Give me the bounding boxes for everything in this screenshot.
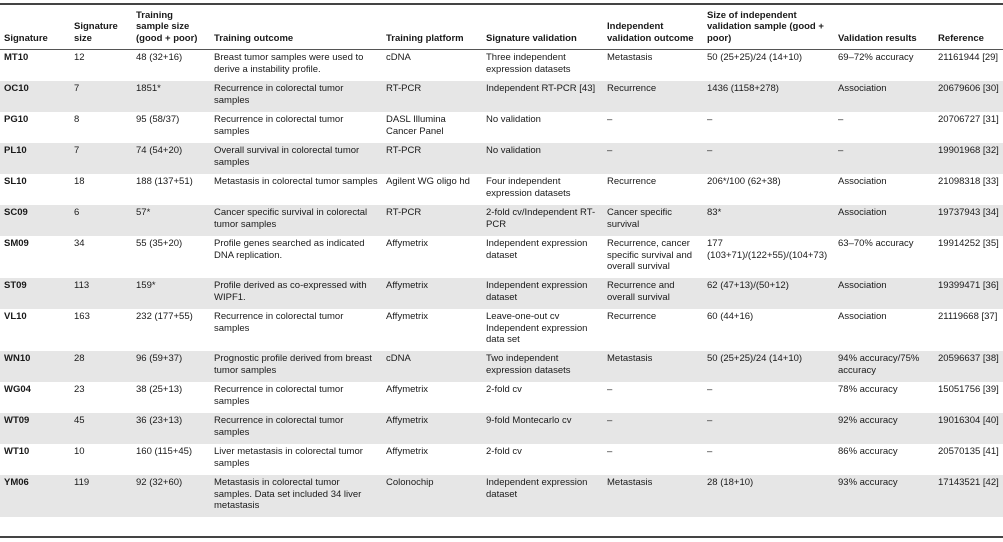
- header-cell: Training platform: [382, 6, 482, 50]
- table-cell: 20706727 [31]: [938, 114, 999, 125]
- table-cell: –: [603, 143, 703, 174]
- table-cell: cDNA: [386, 52, 411, 63]
- table-cell: 57*: [132, 205, 210, 236]
- table-cell: 19737943 [34]: [934, 205, 1003, 236]
- table-cell: –: [707, 114, 713, 125]
- table-cell: DASL Illumina Cancer Panel: [386, 114, 446, 137]
- table-cell: –: [607, 384, 613, 395]
- table-cell: Profile genes searched as indicated DNA replication.: [214, 238, 365, 261]
- table-cell: 1851*: [132, 81, 210, 112]
- table-cell: Independent RT-PCR [43]: [482, 81, 603, 112]
- signature-cell: OC10: [0, 81, 70, 112]
- table-cell: 7: [70, 81, 132, 112]
- table-cell: Association: [834, 205, 934, 236]
- table-cell: 2-fold cv/Independent RT-PCR: [482, 205, 603, 236]
- table-cell: –: [607, 114, 613, 125]
- table-cell: 10: [74, 446, 85, 457]
- table-row: [0, 205, 1003, 236]
- table-row: [0, 112, 1003, 143]
- table-cell: 19901968 [32]: [934, 143, 1003, 174]
- table-cell: Independent expression dataset: [486, 238, 588, 261]
- table-cell: Recurrence: [607, 176, 657, 187]
- table-cell: Affymetrix: [386, 238, 429, 249]
- table-cell: Recurrence in colorectal tumor samples: [214, 311, 344, 334]
- table-cell: 92% accuracy: [834, 413, 934, 444]
- table-cell: –: [703, 413, 834, 444]
- table-cell: 36 (23+13): [132, 413, 210, 444]
- table-cell: 21161944 [29]: [938, 52, 999, 63]
- table-cell: Recurrence: [603, 81, 703, 112]
- signature-cell: PL10: [0, 143, 70, 174]
- table-cell: Affymetrix: [382, 413, 482, 444]
- table-cell: 12: [74, 52, 85, 63]
- table-cell: Metastasis: [607, 52, 653, 63]
- signature-cell: SM09: [4, 238, 29, 249]
- table-cell: 119: [70, 475, 132, 517]
- table-cell: Three independent expression datasets: [486, 52, 571, 75]
- table-cell: 86% accuracy: [838, 446, 898, 457]
- bottom-rule: [0, 536, 1003, 538]
- table-cell: 188 (137+51): [136, 176, 193, 187]
- table-cell: Liver metastasis in colorectal tumor samples: [214, 446, 363, 469]
- table-cell: Prognostic profile derived from breast tumor samples: [210, 351, 382, 382]
- table-cell: 113: [70, 278, 132, 309]
- table-cell: 50 (25+25)/24 (14+10): [703, 351, 834, 382]
- table-row: [0, 475, 1003, 517]
- table-cell: Independent expression dataset: [482, 475, 603, 517]
- table-cell: RT-PCR: [382, 143, 482, 174]
- table-cell: 19016304 [40]: [934, 413, 1003, 444]
- table-cell: Metastasis: [603, 475, 703, 517]
- table-cell: 50 (25+25)/24 (14+10): [707, 52, 803, 63]
- table-cell: Affymetrix: [386, 311, 429, 322]
- table-cell: Leave-one-out cv Independent expression data set: [486, 311, 588, 345]
- signature-cell: SC09: [0, 205, 70, 236]
- table-cell: 74 (54+20): [132, 143, 210, 174]
- table-cell: 20570135 [41]: [938, 446, 999, 457]
- table-cell: 206*/100 (62+38): [707, 176, 781, 187]
- table-cell: 28: [70, 351, 132, 382]
- table-cell: Metastasis: [603, 351, 703, 382]
- table-cell: 63–70% accuracy: [838, 238, 914, 249]
- table-cell: 69–72% accuracy: [838, 52, 914, 63]
- table-cell: Two independent expression datasets: [482, 351, 603, 382]
- header-cell: Reference: [934, 6, 1003, 50]
- signature-cell: WT10: [4, 446, 30, 457]
- table-cell: 19914252 [35]: [938, 238, 999, 249]
- table-cell: 28 (18+10): [703, 475, 834, 517]
- table-row: [0, 444, 1003, 475]
- signature-cell: PG10: [4, 114, 29, 125]
- table-cell: 94% accuracy/75% accuracy: [834, 351, 934, 382]
- table-row: [0, 278, 1003, 309]
- table-cell: 21119668 [37]: [938, 311, 998, 322]
- table-row: [0, 351, 1003, 382]
- header-cell: Signature size: [70, 6, 132, 50]
- table-cell: 8: [74, 114, 80, 125]
- table-cell: 6: [70, 205, 132, 236]
- table-cell: 21098318 [33]: [938, 176, 999, 187]
- table-cell: 20596637 [38]: [934, 351, 1003, 382]
- table-cell: 15051756 [39]: [938, 384, 999, 395]
- signature-cell: VL10: [4, 311, 27, 322]
- table-cell: cDNA: [382, 351, 482, 382]
- table-cell: 2-fold cv: [486, 384, 522, 395]
- table-cell: RT-PCR: [382, 205, 482, 236]
- table-cell: Recurrence in colorectal tumor samples: [214, 114, 344, 137]
- table-cell: 7: [70, 143, 132, 174]
- table-cell: Independent expression dataset: [482, 278, 603, 309]
- table-cell: 159*: [132, 278, 210, 309]
- table-cell: 92 (32+60): [132, 475, 210, 517]
- signature-cell: SL10: [4, 176, 27, 187]
- table-cell: Recurrence, cancer specific survival and overall survival: [607, 238, 693, 272]
- header-cell: Validation results: [834, 6, 934, 50]
- header-cell: Independent validation outcome: [603, 6, 703, 50]
- signature-cell: YM06: [0, 475, 70, 517]
- table-cell: 160 (115+45): [136, 446, 193, 457]
- table-cell: 93% accuracy: [834, 475, 934, 517]
- table-cell: Four independent expression datasets: [486, 176, 571, 199]
- header-cell: Signature validation: [482, 6, 603, 50]
- table-cell: 177 (103+71)/(122+55)/(104+73): [707, 238, 828, 261]
- table-cell: 2-fold cv: [486, 446, 522, 457]
- table-cell: 45: [70, 413, 132, 444]
- table-cell: –: [607, 446, 613, 457]
- table-cell: Recurrence and overall survival: [603, 278, 703, 309]
- signature-table: [0, 6, 1003, 517]
- signature-cell: MT10: [4, 52, 29, 63]
- header-row: [0, 6, 1003, 50]
- table-cell: Breast tumor samples were used to derive a instability profile.: [214, 52, 364, 75]
- table-cell: Association: [838, 176, 887, 187]
- table-row: [0, 413, 1003, 444]
- table-row: [0, 174, 1003, 205]
- table-cell: Metastasis in colorectal tumor samples: [214, 176, 378, 187]
- table-cell: Association: [838, 311, 887, 322]
- table-cell: 17143521 [42]: [934, 475, 1003, 517]
- table-cell: 55 (35+20): [136, 238, 183, 249]
- table-cell: Overall survival in colorectal tumor samples: [210, 143, 382, 174]
- table-cell: RT-PCR: [382, 81, 482, 112]
- table-cell: Affymetrix: [386, 446, 429, 457]
- table-cell: 83*: [703, 205, 834, 236]
- table-cell: 18: [74, 176, 85, 187]
- table-row: [0, 236, 1003, 278]
- table-cell: Recurrence in colorectal tumor samples: [214, 384, 344, 407]
- table-cell: 60 (44+16): [707, 311, 754, 322]
- table-cell: 48 (32+16): [136, 52, 183, 63]
- table-cell: Recurrence in colorectal tumor samples: [210, 81, 382, 112]
- table-cell: 163: [74, 311, 90, 322]
- table-cell: 23: [74, 384, 85, 395]
- table-row: [0, 50, 1003, 82]
- top-rule: [0, 3, 1003, 5]
- header-cell: Size of independent validation sample (good + poor): [703, 6, 834, 50]
- table-cell: 9-fold Montecarlo cv: [482, 413, 603, 444]
- table-row: [0, 81, 1003, 112]
- table-cell: –: [834, 143, 934, 174]
- table-cell: 96 (59+37): [132, 351, 210, 382]
- header-cell: Signature: [0, 6, 70, 50]
- table-cell: Recurrence in colorectal tumor samples: [210, 413, 382, 444]
- table-cell: 34: [74, 238, 85, 249]
- table-cell: Affymetrix: [386, 384, 429, 395]
- header-cell: Training outcome: [210, 6, 382, 50]
- header-cell: Training sample size (good + poor): [132, 6, 210, 50]
- table-cell: 95 (58/37): [136, 114, 180, 125]
- table-cell: 1436 (1158+278): [703, 81, 834, 112]
- table-cell: –: [603, 413, 703, 444]
- table-cell: Colonochip: [382, 475, 482, 517]
- table-cell: 78% accuracy: [838, 384, 898, 395]
- table-cell: Metastasis in colorectal tumor samples. Data set included 34 liver metastasis: [210, 475, 382, 517]
- table-cell: 62 (47+13)/(50+12): [703, 278, 834, 309]
- signature-cell: WT09: [0, 413, 70, 444]
- table-cell: 38 (25+13): [136, 384, 183, 395]
- table-cell: 232 (177+55): [136, 311, 193, 322]
- table-cell: Association: [834, 278, 934, 309]
- table-cell: 20679606 [30]: [934, 81, 1003, 112]
- table-cell: 19399471 [36]: [934, 278, 1003, 309]
- signature-cell: ST09: [0, 278, 70, 309]
- table-cell: Agilent WG oligo hd: [386, 176, 470, 187]
- signature-cell: WG04: [4, 384, 31, 395]
- table-row: [0, 309, 1003, 351]
- table-cell: –: [707, 384, 713, 395]
- table-cell: –: [838, 114, 844, 125]
- table-cell: No validation: [482, 143, 603, 174]
- table-cell: –: [703, 143, 834, 174]
- table-cell: Cancer specific survival in colorectal tumor samples: [210, 205, 382, 236]
- table-cell: Recurrence: [607, 311, 657, 322]
- table-cell: Affymetrix: [382, 278, 482, 309]
- table-cell: Association: [834, 81, 934, 112]
- table-cell: –: [707, 446, 713, 457]
- table-cell: Cancer specific survival: [603, 205, 703, 236]
- signature-cell: WN10: [0, 351, 70, 382]
- table-cell: Profile derived as co-expressed with WIPF1.: [210, 278, 382, 309]
- table-cell: No validation: [486, 114, 541, 125]
- table-row: [0, 382, 1003, 413]
- table-row: [0, 143, 1003, 174]
